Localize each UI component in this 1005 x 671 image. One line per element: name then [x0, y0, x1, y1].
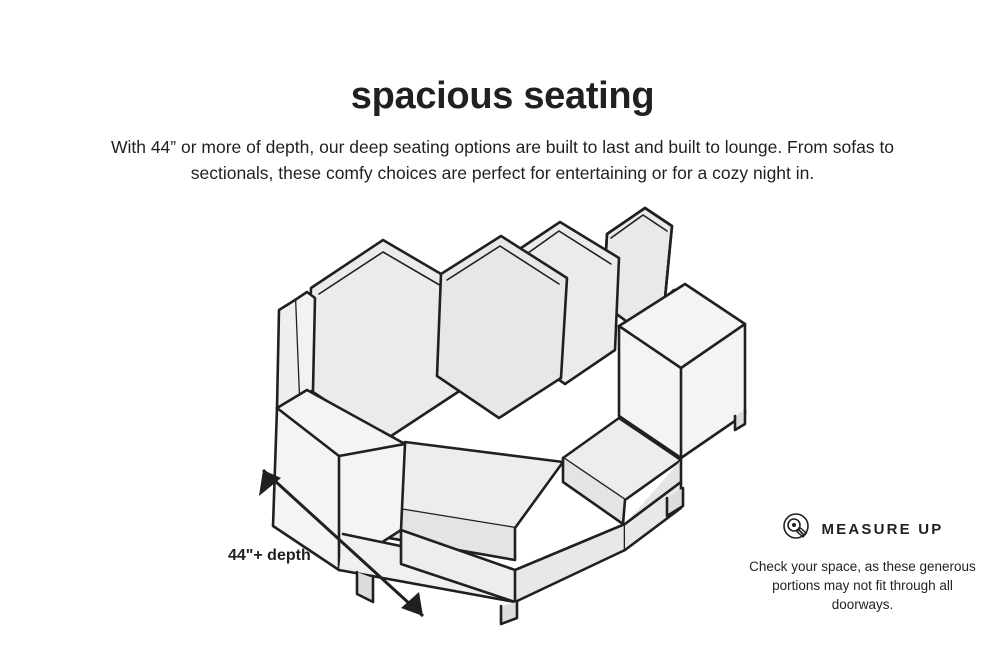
- description-text: With 44” or more of depth, our deep seating options are built to last and built to lounge. From sofas to sectionals, these comfy choices are perfect for entertaining or for a cozy night in.: [110, 136, 895, 183]
- depth-dimension-label: 44"+ depth: [228, 547, 311, 564]
- page-title: spacious seating: [350, 75, 655, 118]
- measure-up-note: Check your space, as these generous portions may not fit through all doorways.: [749, 559, 976, 612]
- measure-up-callout: [740, 512, 985, 614]
- measure-up-title: MEASURE UP: [821, 521, 944, 538]
- measure-up-header: [740, 512, 985, 547]
- measuring-tape-icon: [781, 512, 811, 547]
